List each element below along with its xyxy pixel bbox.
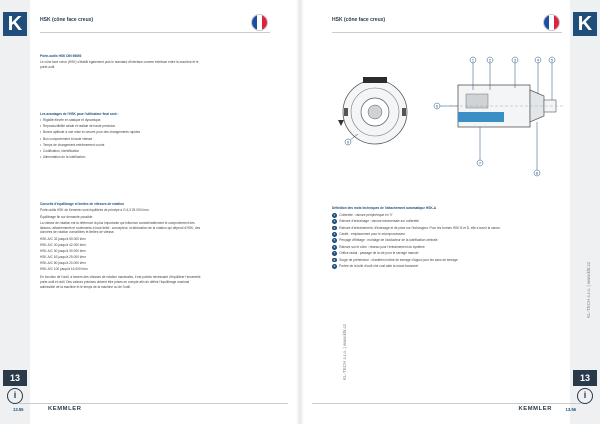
- definition-item: [332, 258, 512, 263]
- footer-divider: [18, 403, 288, 404]
- drive-slot: [363, 77, 387, 83]
- list-item: HSK-A/C 40 jusqu'à 42.000 t/mn: [40, 242, 86, 247]
- brand-name: KEMMLER: [48, 406, 82, 412]
- list-item: HSK-A/C 80 jusqu'à 20.000 t/mn: [40, 261, 86, 266]
- list-item: HSK-A/C 32 jusqu'à 50.000 t/mn: [40, 236, 86, 241]
- definition-number: 9: [333, 263, 336, 268]
- definitions-block: [332, 206, 512, 270]
- cone-front-center: [368, 105, 382, 119]
- callout-7-label: 7: [478, 160, 482, 166]
- callout-5-label: 5: [550, 57, 554, 63]
- advantages-block: [40, 112, 200, 161]
- callout-8-label: 8: [535, 170, 539, 176]
- side-notch: [402, 108, 406, 116]
- hsk-technical-drawing: [330, 50, 570, 190]
- definition-text: Portée de la tuile d'outil ché cost aide la moud transivret: [339, 263, 419, 268]
- coolant-channel: [458, 112, 504, 122]
- kemmler-logo: K: [3, 12, 27, 36]
- callout-2-label: 2: [488, 57, 492, 63]
- definition-number: 2: [333, 219, 336, 224]
- list-item: • Alimentation de la lubrification: [40, 155, 200, 160]
- gripper-groove-mark: [338, 120, 344, 126]
- list-item: • Bonne aptitude à une mise en œuvre pour des changements rapides: [40, 130, 200, 135]
- left-side-bar: [0, 0, 30, 424]
- definition-text: Rainure sur le cône : réseau pour l'entraînement du système: [339, 244, 425, 249]
- definition-text: Perçage d'filetage : montage de l'adducteur de la lubrification centrale: [339, 238, 438, 243]
- france-flag-icon: [251, 14, 268, 31]
- speed-list: [40, 237, 205, 272]
- list-item: • Rigidité élevée en statique et dynamique.: [40, 118, 200, 123]
- intro-block: [40, 54, 200, 71]
- definition-text: Surge de préhension : chanfrein incliné de serrage d'appui pour les sans de serrage: [339, 257, 458, 262]
- header-divider: [40, 32, 270, 33]
- definition-item: [332, 264, 512, 269]
- balancing-para-2: Équilibrage fin sur demande possible.: [40, 214, 94, 219]
- list-item: • Bon comportement à haute vitesse: [40, 137, 200, 142]
- balancing-para-3: La vitesse de rotation est la référence la plus importante qui influence considérablement le comportement des liaisons, attachements et roulements à haut débit : concepteur, la fabrication de la rotation qui dépend d'HSK, des données de rotation conseillées et limites de vitesse.: [40, 220, 201, 235]
- callout-6-label: 6: [435, 103, 439, 109]
- definition-text: Rainure d'entraînement, d'indexage et de prise sur l'échangeur. Pour les formes HSK B et D, elle s'ouvrir la vanne.: [339, 225, 501, 230]
- definition-number: 6: [333, 244, 336, 249]
- list-item: HSK-A/C 100 jusqu'à 16.000 t/mn: [40, 267, 88, 272]
- definition-number: 1: [333, 212, 336, 217]
- section-badge: 13: [3, 370, 27, 386]
- callout-1-label: 1: [471, 57, 475, 63]
- balancing-para-1: Porte-outils HSK de Kemmler sont équilibrés de principe à G 6,3 25.000 t/mn.: [40, 208, 150, 213]
- brand-name: KEMMLER: [518, 406, 552, 412]
- page-title: HSK (cône face creux): [332, 17, 386, 23]
- page-number: 13.56: [565, 407, 576, 412]
- callout-4-label: 4: [536, 57, 540, 63]
- definition-number: 8: [333, 257, 336, 262]
- callout-3-label: 3: [513, 57, 517, 63]
- list-item: • Temps de changement extrêmement courts: [40, 143, 200, 148]
- vertical-url: KL-TECH s.r.o. | www.kltr.cz: [586, 261, 591, 318]
- definition-item: [332, 251, 512, 256]
- section-badge: 13: [573, 370, 597, 386]
- definition-item: [332, 232, 512, 237]
- france-flag-icon: [543, 14, 560, 31]
- definition-item: [332, 226, 512, 231]
- intro-title: Porte-outils HSK DIN 69893: [40, 54, 82, 58]
- right-side-bar: [570, 0, 600, 424]
- definition-number: 7: [333, 251, 336, 256]
- page-number: 13.55: [13, 407, 24, 412]
- footer-divider: [312, 403, 582, 404]
- page-title: HSK (cône face creux): [40, 17, 94, 23]
- list-item: HSK-A/C 63 jusqu'à 25.000 t/mn: [40, 255, 86, 260]
- callout-9-label: 9: [346, 139, 350, 145]
- kemmler-logo: K: [573, 12, 597, 36]
- list-item: • Reproductibilité axiale et radiale de haute précision.: [40, 124, 200, 129]
- definition-text: Cavité : emplacement pour le microprocesseur: [339, 231, 406, 236]
- definition-item: [332, 238, 512, 243]
- definition-text: Rainure d'entraînage : rainure transversale sur collerette: [339, 219, 419, 224]
- balancing-block: [40, 202, 205, 291]
- definition-item: [332, 219, 512, 224]
- definitions-title: Définition des mots techniques de l'attachement automatique HSK-A: [332, 206, 437, 210]
- info-icon: i: [7, 388, 23, 404]
- header-divider: [332, 32, 562, 33]
- balancing-para-4: En fonction de l'outil, à travers des vitesses de rotation maximales, il est parfois nécessaire d'équilibrer l'ensemble porte-outil et outil. Des valeurs précises doivent être prises en compte afin de définir l'équilibrage maximal admissible de la machine et le temps de la machine ou de l'outil.: [40, 275, 201, 289]
- advantages-title: Les avantages de l'HSK pour l'utilisateur final sont :: [40, 112, 119, 116]
- balancing-title: Conseils d'équilibrage et limites de vitesses de rotation: [40, 202, 125, 206]
- definition-number: 3: [333, 225, 336, 230]
- info-icon: i: [577, 388, 593, 404]
- definition-text: Collerette : rainure périphérique en 'V': [339, 212, 393, 217]
- list-item: HSK-A/C 50 jusqu'à 30.000 t/mn: [40, 248, 86, 253]
- page-gutter: [300, 0, 304, 424]
- definition-text: Orifice radial : passage de la clé pour le serrage manuel: [339, 251, 419, 256]
- definition-number: 5: [333, 238, 336, 243]
- list-item: • Codification, identification: [40, 149, 200, 154]
- definition-number: 4: [333, 231, 336, 236]
- definition-item: [332, 245, 512, 250]
- definition-item: [332, 213, 512, 218]
- side-notch: [344, 108, 348, 116]
- advantages-list: [40, 118, 200, 159]
- intro-text: Le cône face creux (HSK) s'établit également puis le standard d'interface comme interface entre la machine et le porte-outil.: [40, 60, 199, 70]
- vertical-url: KL-TECH s.r.o. | www.kltr.cz: [342, 323, 347, 380]
